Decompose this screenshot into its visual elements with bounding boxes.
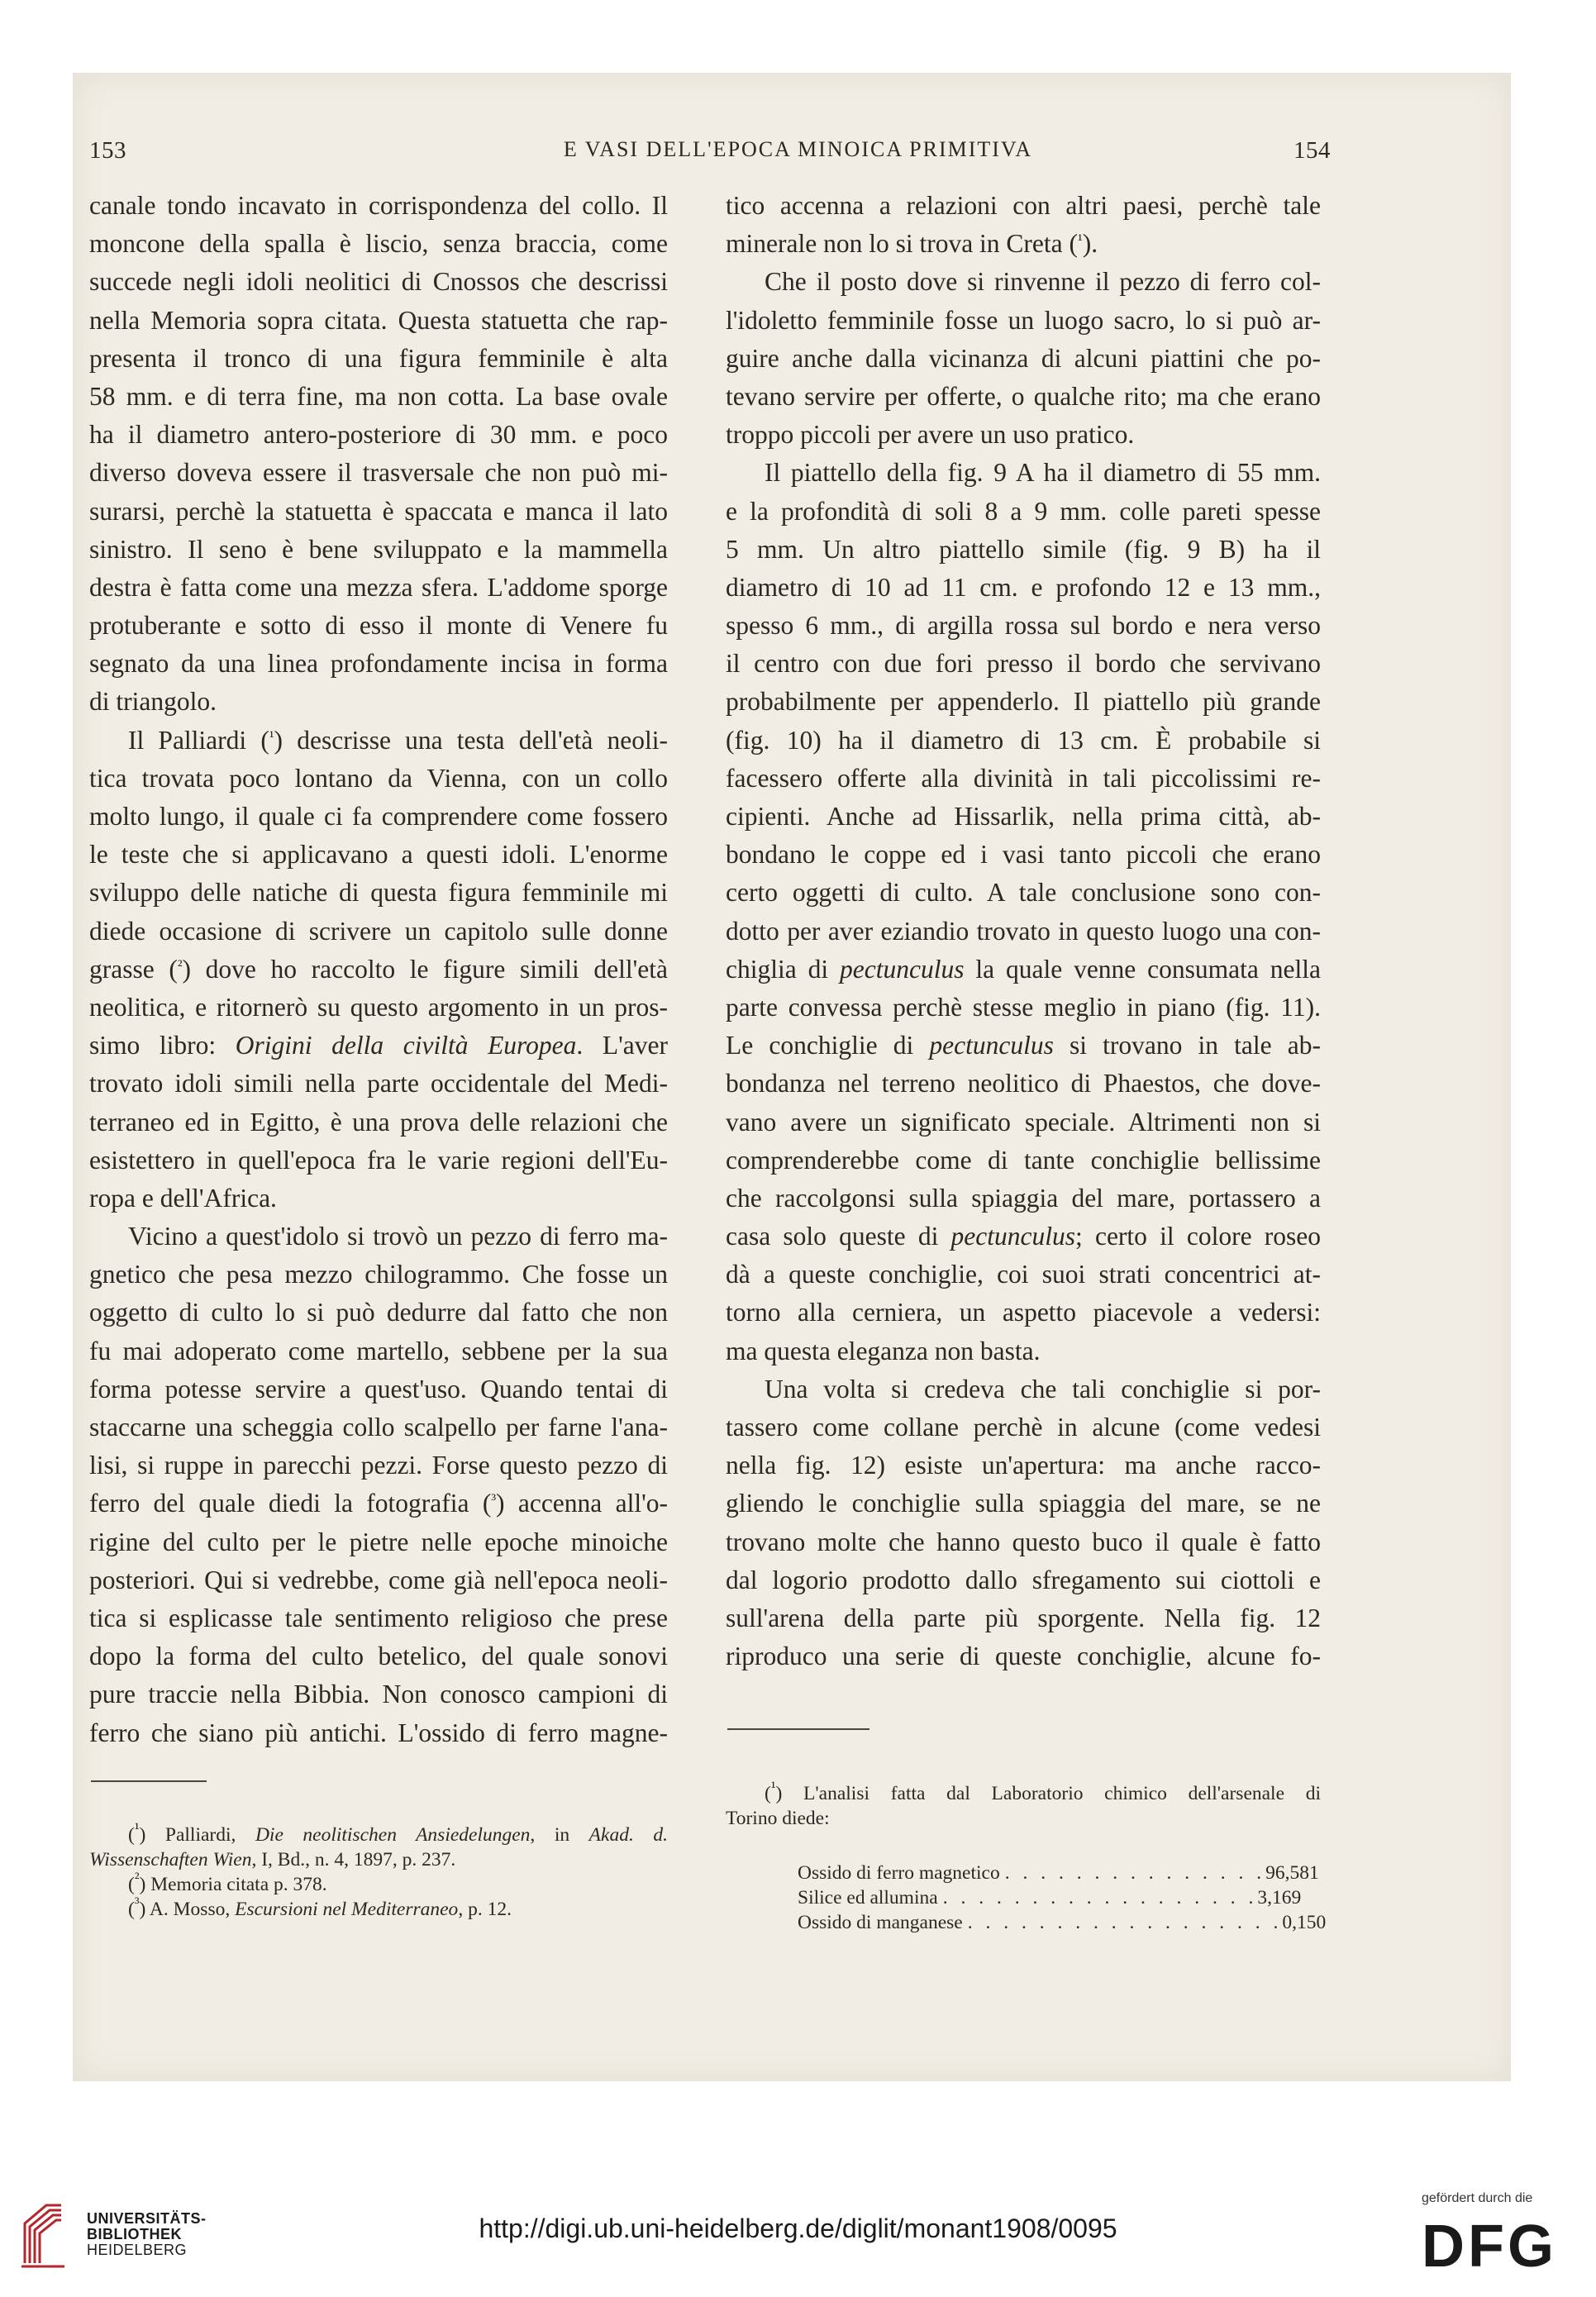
footnote-line: ($^{^1}$) L'analisi fatta dal Laboratorio chimico dell'arsenale di — [765, 1779, 1321, 1804]
text-line: posteriori. Qui si vedrebbe, come già nell'epoca neoli- — [89, 1565, 668, 1594]
footnote-line: ($^{^1}$) Palliardi, Die neolitischen Ansiedelungen, in Akad. d. — [128, 1820, 668, 1846]
text-line: rigine del culto per le pietre nelle epoche minoiche — [89, 1527, 668, 1556]
text-line: nella Memoria sopra citata. Questa statuetta che rap- — [89, 305, 668, 335]
footnote-rule-right — [727, 1728, 869, 1730]
library-line: HEIDELBERG — [87, 2242, 188, 2258]
text-line: minerale non lo si trova in Creta ($^{^1}$). — [726, 229, 1098, 259]
text-line: comprenderebbe come di tante conchiglie bellissime — [726, 1145, 1321, 1175]
text-line: Il piattello della fig. 9 A ha il diametro di 55 mm. — [765, 458, 1321, 488]
text-line: presenta il tronco di una figura femminile è alta — [89, 343, 668, 373]
text-line: certo oggetti di culto. A tale conclusione sono con- — [726, 878, 1321, 908]
leader-dots: . . . . . . . . . . . . . . . — [1004, 1862, 1266, 1884]
analysis-value: 0,150 — [1282, 1912, 1327, 1933]
analysis-value: 96,581 — [1265, 1862, 1319, 1884]
chemical-analysis-table — [798, 1861, 1327, 1935]
text-line: Vicino a quest'idolo si trovò un pezzo di ferro ma- — [128, 1222, 668, 1251]
text-line: bondano le coppe ed i vasi tanto piccoli che erano — [726, 840, 1321, 870]
text-line: che raccolgonsi sulla spiaggia del mare, portassero a — [726, 1183, 1321, 1213]
text-line: grasse ($^{^2}$) dove ho raccolto le figure simili dell'età — [89, 954, 668, 984]
analysis-row — [798, 1885, 1302, 1910]
text-line: nella fig. 12) esiste un'apertura: ma anche racco- — [726, 1451, 1321, 1480]
text-line: riproduco una serie di queste conchiglie, alcune fo- — [726, 1642, 1321, 1671]
text-line: oggetto di culto lo si può dedurre dal fatto che non — [89, 1298, 668, 1327]
text-line: lisi, si ruppe in parecchi pezzi. Forse questo pezzo di — [89, 1451, 668, 1480]
text-line: tica si esplicasse tale sentimento religioso che prese — [89, 1603, 668, 1632]
text-line: Una volta si credeva che tali conchiglie si por- — [765, 1374, 1321, 1403]
text-line: casa solo queste di pectunculus; certo il colore roseo — [726, 1222, 1321, 1251]
text-line: neolitica, e ritornerò su questo argomento in un pros- — [89, 992, 668, 1022]
text-line: dà a queste conchiglie, coi suoi strati concentrici at- — [726, 1260, 1321, 1289]
text-line: cipienti. Anche ad Hissarlik, nella prima città, ab- — [726, 802, 1321, 831]
text-line: di triangolo. — [89, 687, 217, 717]
page-number-right: 154 — [1293, 137, 1331, 164]
dfg-logo-text: DFG — [1422, 2214, 1557, 2280]
funder-label: gefördert durch die — [1422, 2191, 1533, 2205]
text-line: e la profondità di soli 8 a 9 mm. colle pareti spesse — [726, 496, 1321, 526]
text-line: tevano servire per offerte, o qualche rito; ma che erano — [726, 381, 1321, 411]
leader-dots: . . . . . . . . . . . . . . . . . . — [942, 1887, 1258, 1909]
running-title: E VASI DELL'EPOCA MINOICA PRIMITIVA — [563, 137, 1033, 161]
text-line: succede negli idoli neolitici di Cnossos che descrissi — [89, 267, 668, 297]
leader-dots: . . . . . . . . . . . . . . . . . . — [967, 1912, 1283, 1933]
text-line: simo libro: Origini della civiltà Europea. L'aver — [89, 1031, 669, 1060]
left-text-column — [89, 187, 668, 1752]
analysis-value: 3,169 — [1257, 1887, 1302, 1909]
text-line: diverso doveva essere il trasversale che non può mi- — [89, 458, 668, 488]
text-line: il centro con due fori presso il bordo che servivano — [726, 649, 1321, 679]
text-line: ropa e dell'Africa. — [89, 1183, 277, 1213]
analysis-substance: Ossido di manganese — [798, 1912, 963, 1933]
text-line: dotto per aver eziandio trovato in questo luogo una con- — [726, 916, 1321, 946]
text-line: tico accenna a relazioni con altri paesi, perchè tale — [726, 191, 1321, 220]
text-line: vano avere un significato speciale. Altrimenti non si — [726, 1107, 1321, 1137]
text-line: sviluppo delle natiche di questa figura femminile mi — [89, 878, 668, 908]
text-line: sinistro. Il seno è bene sviluppato e la mammella — [89, 534, 668, 564]
text-line: parte convessa perchè stesse meglio in piano (fig. 11). — [726, 992, 1321, 1022]
text-line: gnetico che pesa mezzo chilogrammo. Che fosse un — [89, 1260, 668, 1289]
text-line: Che il posto dove si rinvenne il pezzo di ferro col- — [765, 267, 1321, 297]
text-line: bondanza nel terreno neolitico di Phaestos, che dove- — [726, 1069, 1321, 1098]
text-line: Le conchiglie di pectunculus si trovano in tale ab- — [726, 1031, 1321, 1060]
text-line: sull'arena della parte più sporgente. Nella fig. 12 — [726, 1603, 1321, 1632]
text-line: le teste che si applicavano a questi idoli. L'enorme — [89, 840, 668, 870]
text-line: torno alla cerniera, un aspetto piacevole a vedersi: — [726, 1298, 1321, 1327]
library-line: UNIVERSITÄTS- — [87, 2210, 207, 2227]
text-line: trovato idoli simili nella parte occidentale del Medi- — [89, 1069, 668, 1098]
analysis-row — [798, 1910, 1327, 1935]
text-line: segnato da una linea profondamente incisa in forma — [89, 649, 668, 679]
text-line: gliendo le conchiglie sulla spiaggia del mare, se ne — [726, 1489, 1321, 1518]
footnote-line: ($^{^3}$) A. Mosso, Escursioni nel Mediterraneo, p. 12. — [128, 1894, 512, 1920]
text-line: troppo piccoli per avere un uso pratico. — [726, 420, 1135, 450]
text-line: molto lungo, il quale ci fa comprendere come fossero — [89, 802, 668, 831]
text-line: l'idoletto femminile fosse un luogo sacro, lo si può ar- — [726, 305, 1321, 335]
footnote-line: Wissenschaften Wien, I, Bd., n. 4, 1897, p. 237. — [89, 1849, 456, 1870]
text-line: destra è fatta come una mezza sfera. L'addome sporge — [89, 572, 668, 602]
text-line: ma questa eleganza non basta. — [726, 1336, 1041, 1365]
text-line: staccarne una scheggia collo scalpello per farne l'ana- — [89, 1413, 668, 1442]
text-line: tassero come collane perchè in alcune (come vedesi — [726, 1413, 1321, 1442]
text-line: surarsi, perchè la statuetta è spaccata e manca il lato — [89, 496, 668, 526]
text-line: moncone della spalla è liscio, senza braccia, come — [89, 229, 668, 259]
text-line: terraneo ed in Egitto, è una prova delle relazioni che — [89, 1107, 668, 1137]
text-line: dal logorio prodotto dallo sfregamento sui ciottoli e — [726, 1565, 1321, 1594]
text-line: tica trovata poco lontano da Vienna, con un collo — [89, 763, 668, 793]
text-line: diede occasione di scrivere un capitolo sulle donne — [89, 916, 668, 946]
footnote-rule-left — [91, 1780, 207, 1782]
footnote-line: Torino diede: — [726, 1808, 830, 1829]
text-line: ferro del quale diedi la fotografia ($^{^3}$) accenna all'o- — [89, 1489, 669, 1518]
text-line: trovano molte che hanno questo buco il quale è fatto — [726, 1527, 1321, 1556]
text-line: protuberante e sotto di esso il monte di Venere fu — [89, 611, 668, 641]
footnote-right — [726, 1781, 1321, 1831]
text-line: diametro di 10 ad 11 cm. e profondo 12 e 13 mm., — [726, 572, 1321, 602]
text-line: fu mai adoperato come martello, sebbene per la sua — [89, 1336, 668, 1365]
analysis-substance: Ossido di ferro magnetico — [798, 1862, 1000, 1884]
text-line: (fig. 10) ha il diametro di 13 cm. È probabile si — [726, 725, 1321, 755]
text-line: pure traccie nella Bibbia. Non conosco campioni di — [89, 1680, 668, 1709]
text-line: dopo la forma del culto betelico, del quale sonovi — [89, 1642, 668, 1671]
text-line: forma potesse servire a quest'uso. Quando tentai di — [89, 1374, 668, 1403]
text-line: ha il diametro antero-posteriore di 30 mm. e poco — [89, 420, 668, 450]
analysis-substance: Silice ed allumina — [798, 1887, 938, 1909]
dfg-logo-icon — [1422, 2214, 1570, 2280]
text-line: probabilmente per appenderlo. Il piattello più grande — [726, 687, 1321, 717]
text-line: 5 mm. Un altro piattello simile (fig. 9 B) ha il — [726, 534, 1321, 564]
text-line: guire anche dalla vicinanza di alcuni piattini che po- — [726, 343, 1321, 373]
text-line: canale tondo incavato in corrispondenza del collo. Il — [89, 191, 668, 220]
text-line: ferro che siano più antichi. L'ossido di ferro magne- — [89, 1718, 668, 1747]
page-number-left: 153 — [89, 137, 126, 164]
text-line: Il Palliardi ($^{^1}$) descrisse una testa dell'età neoli- — [128, 725, 668, 755]
library-line: BIBLIOTHEK — [87, 2226, 182, 2242]
footnotes-left — [89, 1820, 668, 1922]
text-line: spesso 6 mm., di argilla rossa sul bordo e nera verso — [726, 611, 1321, 641]
text-line: facessero offerte alla divinità in tali piccolissimi re- — [726, 763, 1321, 793]
footnote-line: ($^{^2}$) Memoria citata p. 378. — [128, 1870, 327, 1895]
text-line: chiglia di pectunculus la quale venne consumata nella — [726, 954, 1321, 984]
permalink-url[interactable]: http://digi.ub.uni-heidelberg.de/diglit/monant1908/0095 — [479, 2214, 1117, 2243]
text-line: 58 mm. e di terra fine, ma non cotta. La base ovale — [89, 381, 668, 411]
analysis-row — [798, 1861, 1319, 1885]
right-text-column — [726, 187, 1321, 1675]
text-line: esistettero in quell'epoca fra le varie regioni dell'Eu- — [89, 1145, 668, 1175]
